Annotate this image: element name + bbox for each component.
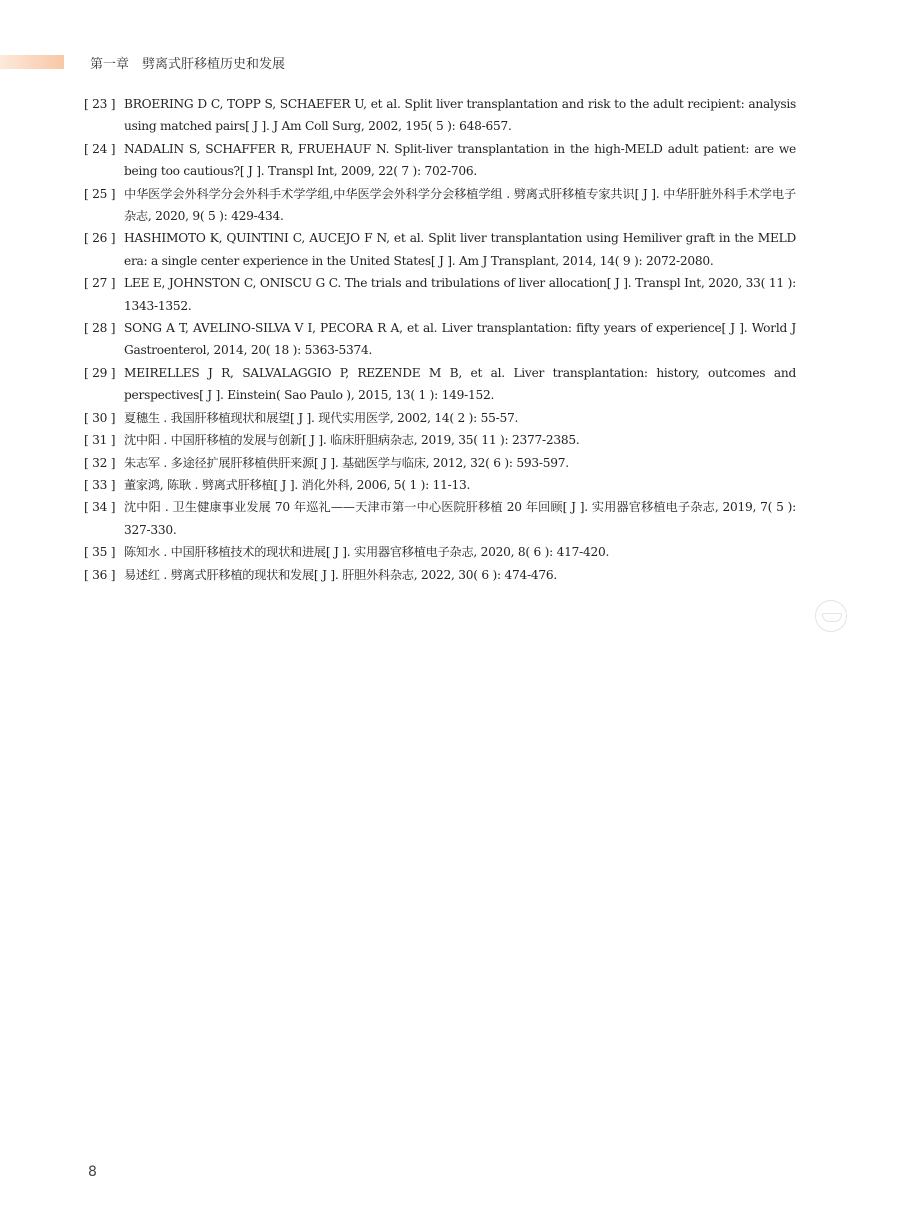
reference-number: [ 24 ] [84,141,116,156]
reference-item [84,564,796,586]
reference-item [84,474,796,496]
reference-text: 陈知水 . 中国肝移植技术的现状和进展[ J ]. 实用器官移植电子杂志, 2020, 8( 6 ): 417-420. [124,545,610,560]
reference-item [84,93,796,138]
reference-number: [ 23 ] [84,97,116,111]
reference-item [84,452,796,474]
reference-item [84,429,796,451]
reference-item [84,183,796,228]
reference-text: 沈中阳 . 中国肝移植的发展与创新[ J ]. 临床肝胆病杂志, 2019, 35( 11 ): 2377-2385. [124,433,580,448]
reference-text: 沈中阳 . 卫生健康事业发展 70 年巡礼——天津市第一中心医院肝移植 20 年回顾[ J ]. 实用器官移植电子杂志, 2019, 7( 5 ): 327-330. [124,500,796,537]
page-number: 8 [88,1164,97,1180]
header-accent-band [0,55,64,69]
reference-text: 夏穗生 . 我国肝移植现状和展望[ J ]. 现代实用医学, 2002, 14( 2 ): 55-57. [124,410,519,425]
reference-number: [ 36 ] [84,567,116,582]
reference-text: LEE E, JOHNSTON C, ONISCU G C. The trials and tribulations of liver allocation[ J ]. Transpl Int, 2020, 33( 11 ): 1343-1352. [124,276,796,313]
reference-number: [ 34 ] [84,500,116,515]
reference-text: BROERING D C, TOPP S, SCHAEFER U, et al. Split liver transplantation and risk to the adult recipient: analysis using matched pairs[ J ]. J Am Coll Surg, 2002, 195( 5 ): 648-657. [124,97,796,134]
reference-item [84,317,796,362]
reference-text: 朱志军 . 多途径扩展肝移植供肝来源[ J ]. 基础医学与临床, 2012, 32( 6 ): 593-597. [124,455,569,470]
reference-text: HASHIMOTO K, QUINTINI C, AUCEJO F N, et al. Split liver transplantation using Hemiliver graft in the MELD era: a single center experience in the United States[ J ]. Am J Transplant, 2014, 14( 9 ): 2072-2080. [124,231,796,268]
reference-text: SONG A T, AVELINO-SILVA V I, PECORA R A, et al. Liver transplantation: fifty years of experience[ J ]. World J Gastroenterol, 2014, 20( 18 ): 5363-5374. [124,321,796,358]
reference-number: [ 32 ] [84,455,116,470]
reference-number: [ 33 ] [84,477,116,492]
reference-number: [ 29 ] [84,365,116,380]
reference-item [84,407,796,429]
reference-number: [ 27 ] [84,276,116,291]
reference-item [84,227,796,272]
reference-item [84,496,796,541]
reference-text: 中华医学会外科学分会外科手术学学组,中华医学会外科学分会移植学组 . 劈离式肝移植专家共识[ J ]. 中华肝脏外科手术学电子杂志, 2020, 9( 5 ): 429-434. [124,186,796,224]
reference-item [84,541,796,563]
reference-number: [ 35 ] [84,545,116,560]
reference-text: NADALIN S, SCHAFFER R, FRUEHAUF N. Split-liver transplantation in the high-MELD adult patient: are we being too cautious?[ J ]. Transpl Int, 2009, 22( 7 ): 702-706. [124,141,796,179]
watermark-logo-icon [815,600,847,632]
reference-item [84,362,796,407]
reference-item [84,138,796,183]
reference-number: [ 25 ] [84,186,116,201]
chapter-title: 第一章 劈离式肝移植历史和发展 [90,57,286,72]
reference-text: 易述红 . 劈离式肝移植的现状和发展[ J ]. 肝胆外科杂志, 2022, 30( 6 ): 474-476. [124,567,557,582]
reference-item [84,272,796,317]
reference-text: 董家鸿, 陈耿 . 劈离式肝移植[ J ]. 消化外科, 2006, 5( 1 ): 11-13. [124,477,471,492]
reference-number: [ 26 ] [84,231,116,246]
reference-list [84,93,796,586]
reference-text: MEIRELLES J R, SALVALAGGIO P, REZENDE M B, et al. Liver transplantation: history, outcomes and perspectives[ J ]. Einstein( Sao Paulo ), 2015, 13( 1 ): 149-152. [124,365,796,403]
reference-number: [ 28 ] [84,321,116,336]
reference-number: [ 30 ] [84,410,116,425]
reference-number: [ 31 ] [84,433,116,448]
